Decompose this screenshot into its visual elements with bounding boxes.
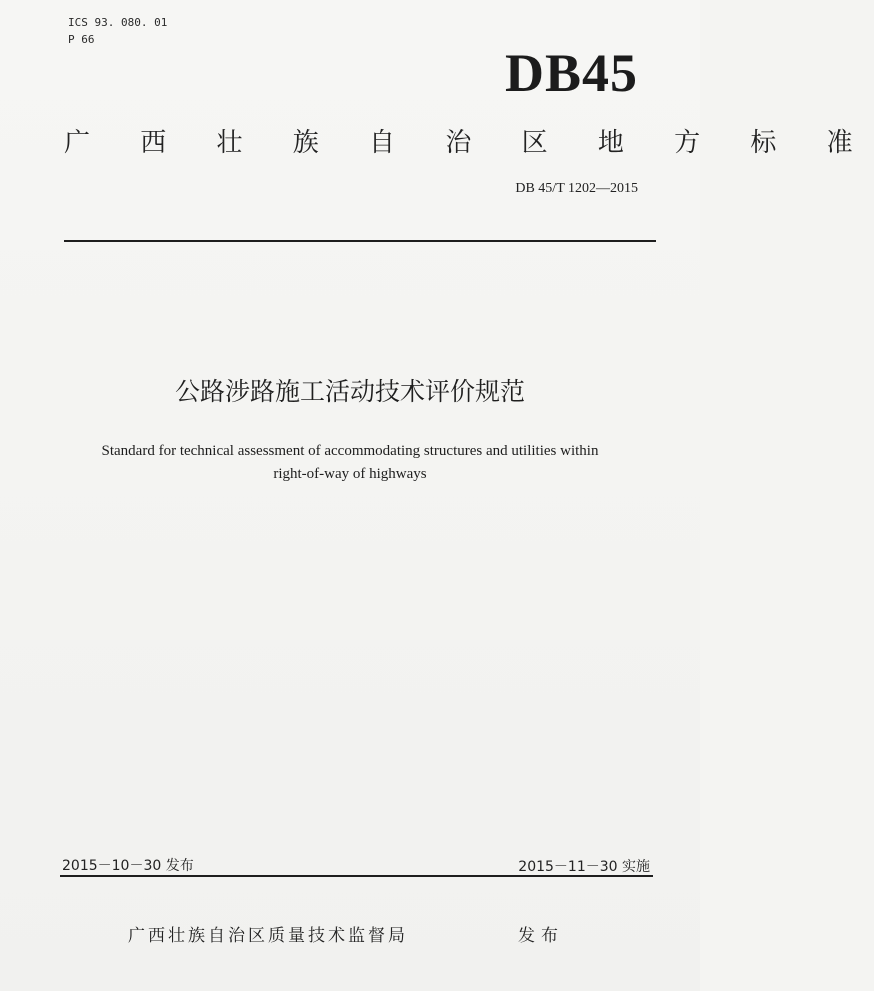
authority-title: 广 西 壮 族 自 治 区 地 方 标 准 <box>64 128 874 158</box>
bottom-divider <box>60 875 653 877</box>
classification-block <box>68 14 167 48</box>
issue-word: 发布 <box>518 926 564 946</box>
title-english-line-1: Standard for technical assessment of accommodating structures and utilities within <box>101 443 599 459</box>
classification-code: P 66 <box>68 33 95 46</box>
title-chinese: 公路涉路施工活动技术评价规范 <box>174 377 525 406</box>
title-english-line-2: right-of-way of highways <box>273 466 427 482</box>
issuing-authority: 广西壮族自治区质量技术监督局 <box>128 926 408 946</box>
issue-date: 2015－10－30 发布 <box>62 858 194 874</box>
db-code-logo: DB45 <box>504 43 638 103</box>
title-english <box>50 440 650 486</box>
ics-code: ICS 93. 080. 01 <box>68 16 168 29</box>
top-divider <box>64 240 656 242</box>
implementation-date: 2015－11－30 实施 <box>518 859 650 875</box>
standard-number: DB 45/T 1202—2015 <box>515 181 638 196</box>
